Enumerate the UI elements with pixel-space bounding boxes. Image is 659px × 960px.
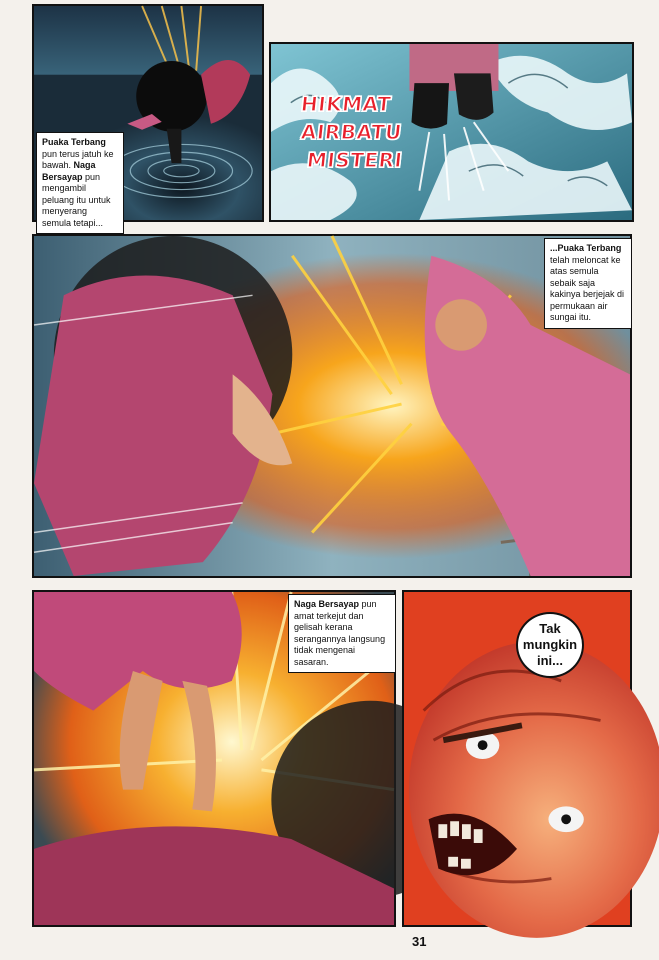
panel-3-art <box>34 236 630 576</box>
caption-1-text-a: pun terus jatuh ke bawah. <box>42 148 114 170</box>
panel-1 <box>32 4 264 228</box>
panel-3 <box>32 234 632 578</box>
panel-4 <box>32 590 396 927</box>
panel-5 <box>402 590 632 927</box>
caption-1-text-b: pun mengambil peluang itu untuk menyerang semula tetapi... <box>42 171 111 228</box>
page-number: 31 <box>412 934 427 949</box>
caption-3-name: Naga Bersayap <box>294 599 362 609</box>
puaka-terbang-head <box>435 299 487 350</box>
title-line-3: MISTERI <box>305 148 404 172</box>
title-line-1: HIKMAT <box>299 92 393 116</box>
caption-2 <box>544 238 632 329</box>
title-line-2: AIRBATU <box>299 120 404 144</box>
caption-1-name-a: Puaka Terbang <box>42 137 106 147</box>
caption-1 <box>36 132 124 234</box>
caption-3-text: pun amat terkejut dan gelisah kerana serangannya langsung tidak mengenai sasaran. <box>294 599 386 667</box>
caption-2-name: ...Puaka Terbang <box>550 243 622 253</box>
speech-bubble: Tak mungkin ini... <box>516 612 584 678</box>
caption-1-name-b: Naga Bersayap <box>42 160 96 182</box>
caption-3 <box>288 594 396 673</box>
panel-2 <box>269 42 634 222</box>
shocked-face <box>409 641 659 937</box>
caption-2-text: telah meloncat ke atas semula sebaik saja kakinya berjejak di permukaan air sungai itu. <box>550 254 625 322</box>
boot-right <box>454 73 494 119</box>
boot-left <box>411 83 449 129</box>
